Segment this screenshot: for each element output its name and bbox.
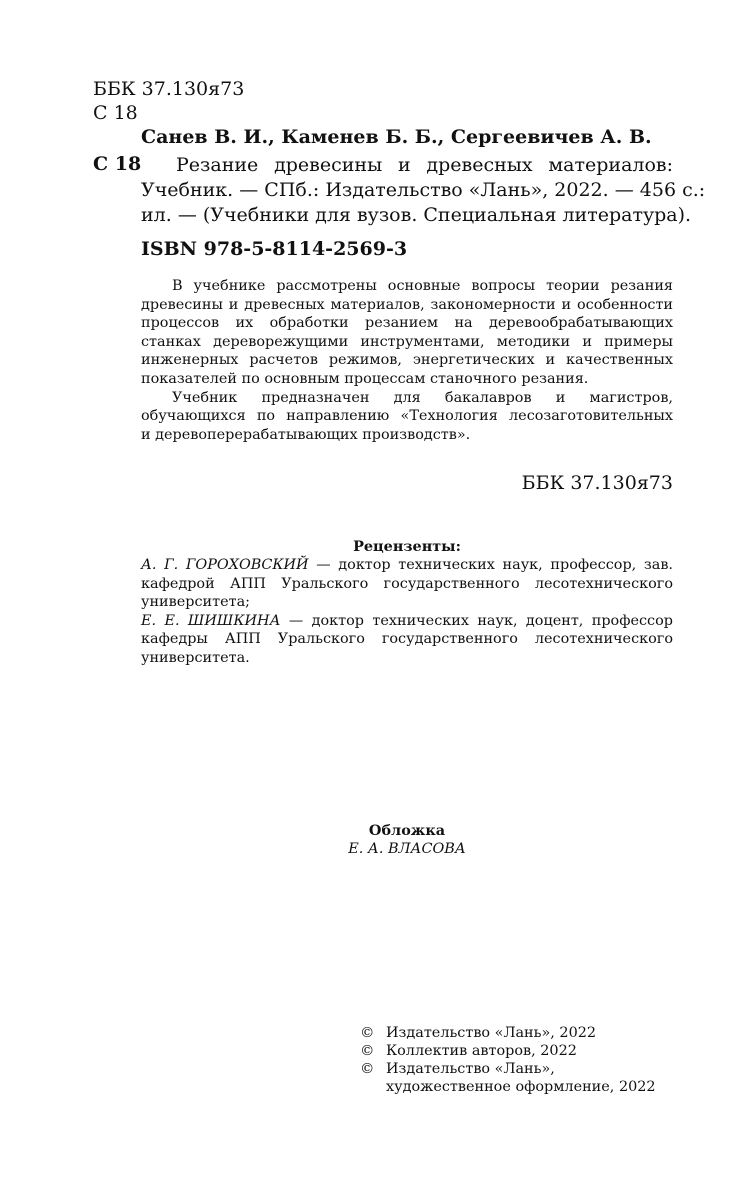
- bbk-code: ББК 37.130я73: [93, 78, 245, 100]
- authors: Санев В. И., Каменев Б. Б., Сергеевичев А. В.: [141, 126, 652, 148]
- reviewer-2-line: университета.: [141, 649, 250, 666]
- author-mark-bold: С 18: [93, 153, 142, 175]
- reviewers-title: Рецензенты:: [353, 538, 461, 555]
- biblio-line-3: ил. — (Учебники для вузов. Специальная литература).: [141, 204, 692, 226]
- isbn: ISBN 978-5-8114-2569-3: [141, 238, 408, 260]
- copyright-text: Издательство «Лань», 2022: [386, 1025, 597, 1041]
- copyright-text: Коллектив авторов, 2022: [386, 1043, 577, 1059]
- reviewer-1-line: кафедрой АПП Уральского государственного лесотехнического: [141, 575, 673, 592]
- biblio-line-1: Резание древесины и древесных материалов:: [176, 154, 673, 176]
- cover-title: Обложка: [368, 822, 446, 839]
- copyright-row: [360, 1024, 656, 1042]
- copyright-row-continued: художественное оформление, 2022: [386, 1079, 656, 1095]
- reviewer-1-name: А. Г. ГОРОХОВСКИЙ: [141, 557, 309, 573]
- annotation-line: обучающихся по направлению «Технология лесозаготовительных: [141, 408, 673, 425]
- reviewer-2-line: кафедры АПП Уральского государственного лесотехнического: [141, 631, 673, 648]
- copyright-row: [360, 1042, 656, 1060]
- annotation-line: процессов их обработки резанием на деревообрабатывающих: [141, 315, 673, 332]
- copyright-icon: ©: [360, 1025, 375, 1041]
- copyright-icon: ©: [360, 1061, 375, 1077]
- author-mark: С 18: [93, 102, 138, 124]
- bbk-code-right: ББК 37.130я73: [521, 472, 673, 494]
- annotation-line: Учебник предназначен для бакалавров и магистров,: [172, 389, 673, 406]
- annotation-line: В учебнике рассмотрены основные вопросы теории резания: [172, 278, 673, 294]
- reviewer-1-line: [141, 556, 673, 575]
- reviewer-2-name: Е. Е. ШИШКИНА: [141, 612, 281, 629]
- bibliographic-record: [141, 153, 706, 228]
- copyright-icon: ©: [360, 1043, 375, 1059]
- reviewer-2-desc: — доктор технических наук, доцент, профессор: [280, 612, 673, 629]
- reviewer-1-line: университета;: [141, 594, 250, 611]
- reviewer-1-desc: — доктор технических наук, профессор, зав.: [308, 557, 673, 573]
- reviewer-2-line: [141, 612, 673, 631]
- annotation-line: показателей по основным процессам станочного резания.: [141, 370, 589, 387]
- copyright-text: Издательство «Лань»,: [386, 1061, 555, 1077]
- annotation-line: инженерных расчетов режимов, энергетических и качественных: [141, 352, 673, 369]
- cover-designer: Е. А. ВЛАСОВА: [348, 841, 466, 857]
- copyrights: [360, 1024, 656, 1096]
- annotation-line: станках дереворежущими инструментами, методики и примеры: [141, 333, 673, 350]
- biblio-line-2: Учебник. — СПб.: Издательство «Лань», 2022. — 456 с.:: [141, 179, 706, 201]
- copyright-row: [360, 1060, 656, 1078]
- reviewers: [141, 556, 673, 668]
- annotation-line: и деревоперерабатывающих производств».: [141, 426, 471, 443]
- annotation: [141, 277, 673, 444]
- annotation-line: древесины и древесных материалов, закономерности и особенности: [141, 296, 673, 313]
